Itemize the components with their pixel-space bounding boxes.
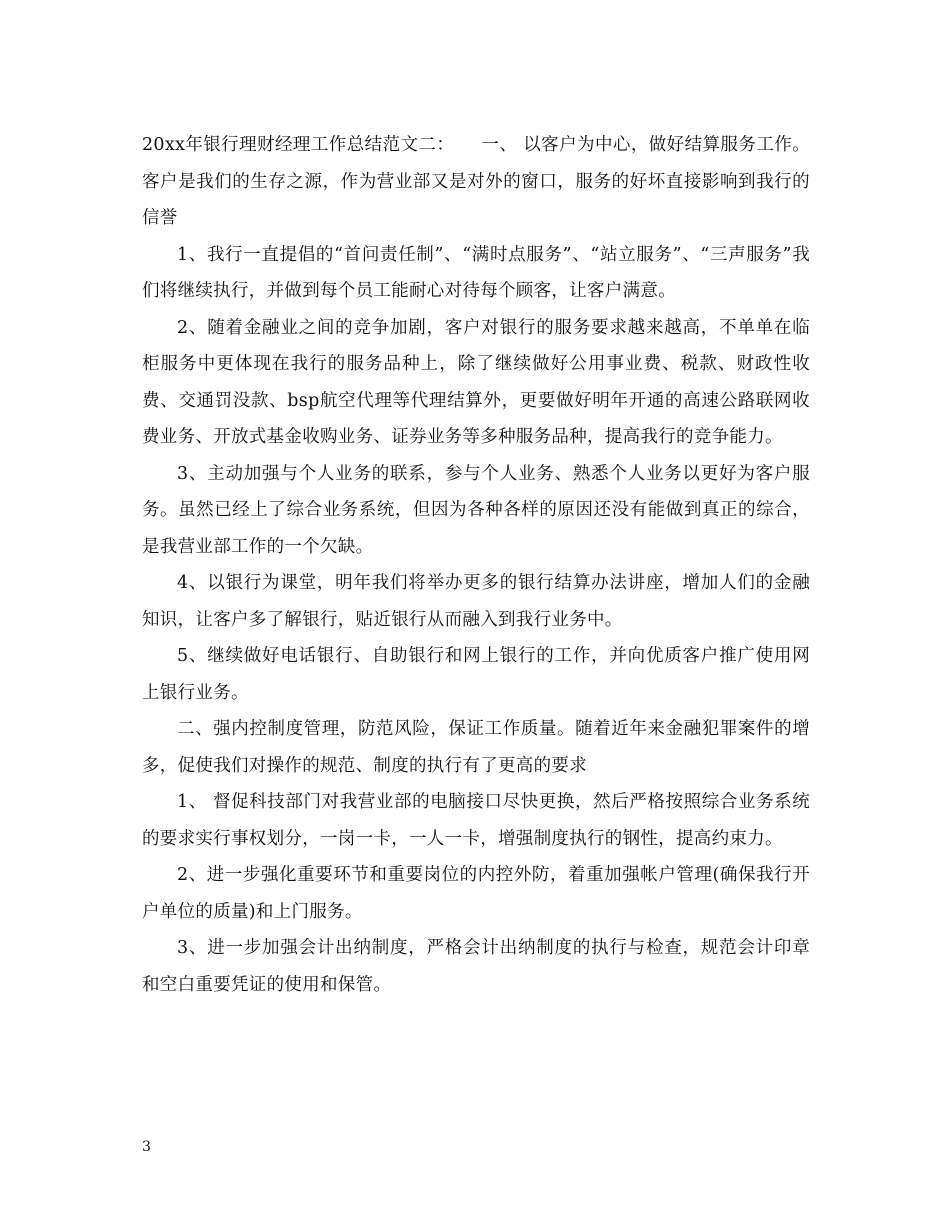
paragraph-item-1: 1、我行一直提倡的“首问责任制”、“满时点服务”、“站立服务”、“三声服务”我们将继续执行，并做到每个员工能耐心对待每个顾客，让客户满意。 (142, 244, 810, 301)
paragraph-item-3: 3、主动加强与个人业务的联系，参与个人业务、熟悉个人业务以更好为客户服务。虽然已经上了综合业务系统，但因为各种各样的原因还没有能做到真正的综合，是我营业部工作的一个欠缺。 (142, 463, 810, 557)
paragraph-item-5: 5、继续做好电话银行、自助银行和网上银行的工作，并向优质客户推广使用网上银行业务。 (142, 646, 810, 703)
paragraph-item-4: 4、以银行为课堂，明年我们将举办更多的银行结算办法讲座，增加人们的金融知识，让客户多了解银行，贴近银行从而融入到我行业务中。 (142, 573, 810, 630)
page-number: 3 (142, 1139, 151, 1155)
paragraph-intro: 20xx年银行理财经理工作总结范文二： 一、 以客户为中心，做好结算服务工作。客户是我们的生存之源，作为营业部又是对外的窗口，服务的好坏直接影响到我行的信誉 (142, 135, 810, 228)
paragraph-section-2-item-3: 3、进一步加强会计出纳制度，严格会计出纳制度的执行与检查，规范会计印章和空白重要凭证的使用和保管。 (142, 938, 810, 995)
paragraph-section-2: 二、强内控制度管理，防范风险，保证工作质量。随着近年来金融犯罪案件的增多，促使我们对操作的规范、制度的执行有了更高的要求 (142, 719, 810, 776)
document-body (142, 127, 810, 1003)
paragraph-section-2-item-2: 2、进一步强化重要环节和重要岗位的内控外防，着重加强帐户管理(确保我行开户单位的质量)和上门服务。 (142, 865, 810, 922)
paragraph-item-2: 2、随着金融业之间的竞争加剧，客户对银行的服务要求越来越高，不单单在临柜服务中更体现在我行的服务品种上，除了继续做好公用事业费、税款、财政性收费、交通罚没款、bsp航空代理等代理结算外，更要做好明年开通的高速公路联网收费业务、开放式基金收购业务、证券业务等多种服务品种，提高我行的竞争能力。 (142, 317, 810, 447)
paragraph-section-2-item-1: 1、 督促科技部门对我营业部的电脑接口尽快更换，然后严格按照综合业务系统的要求实行事权划分，一岗一卡，一人一卡，增强制度执行的钢性，提高约束力。 (142, 792, 810, 849)
